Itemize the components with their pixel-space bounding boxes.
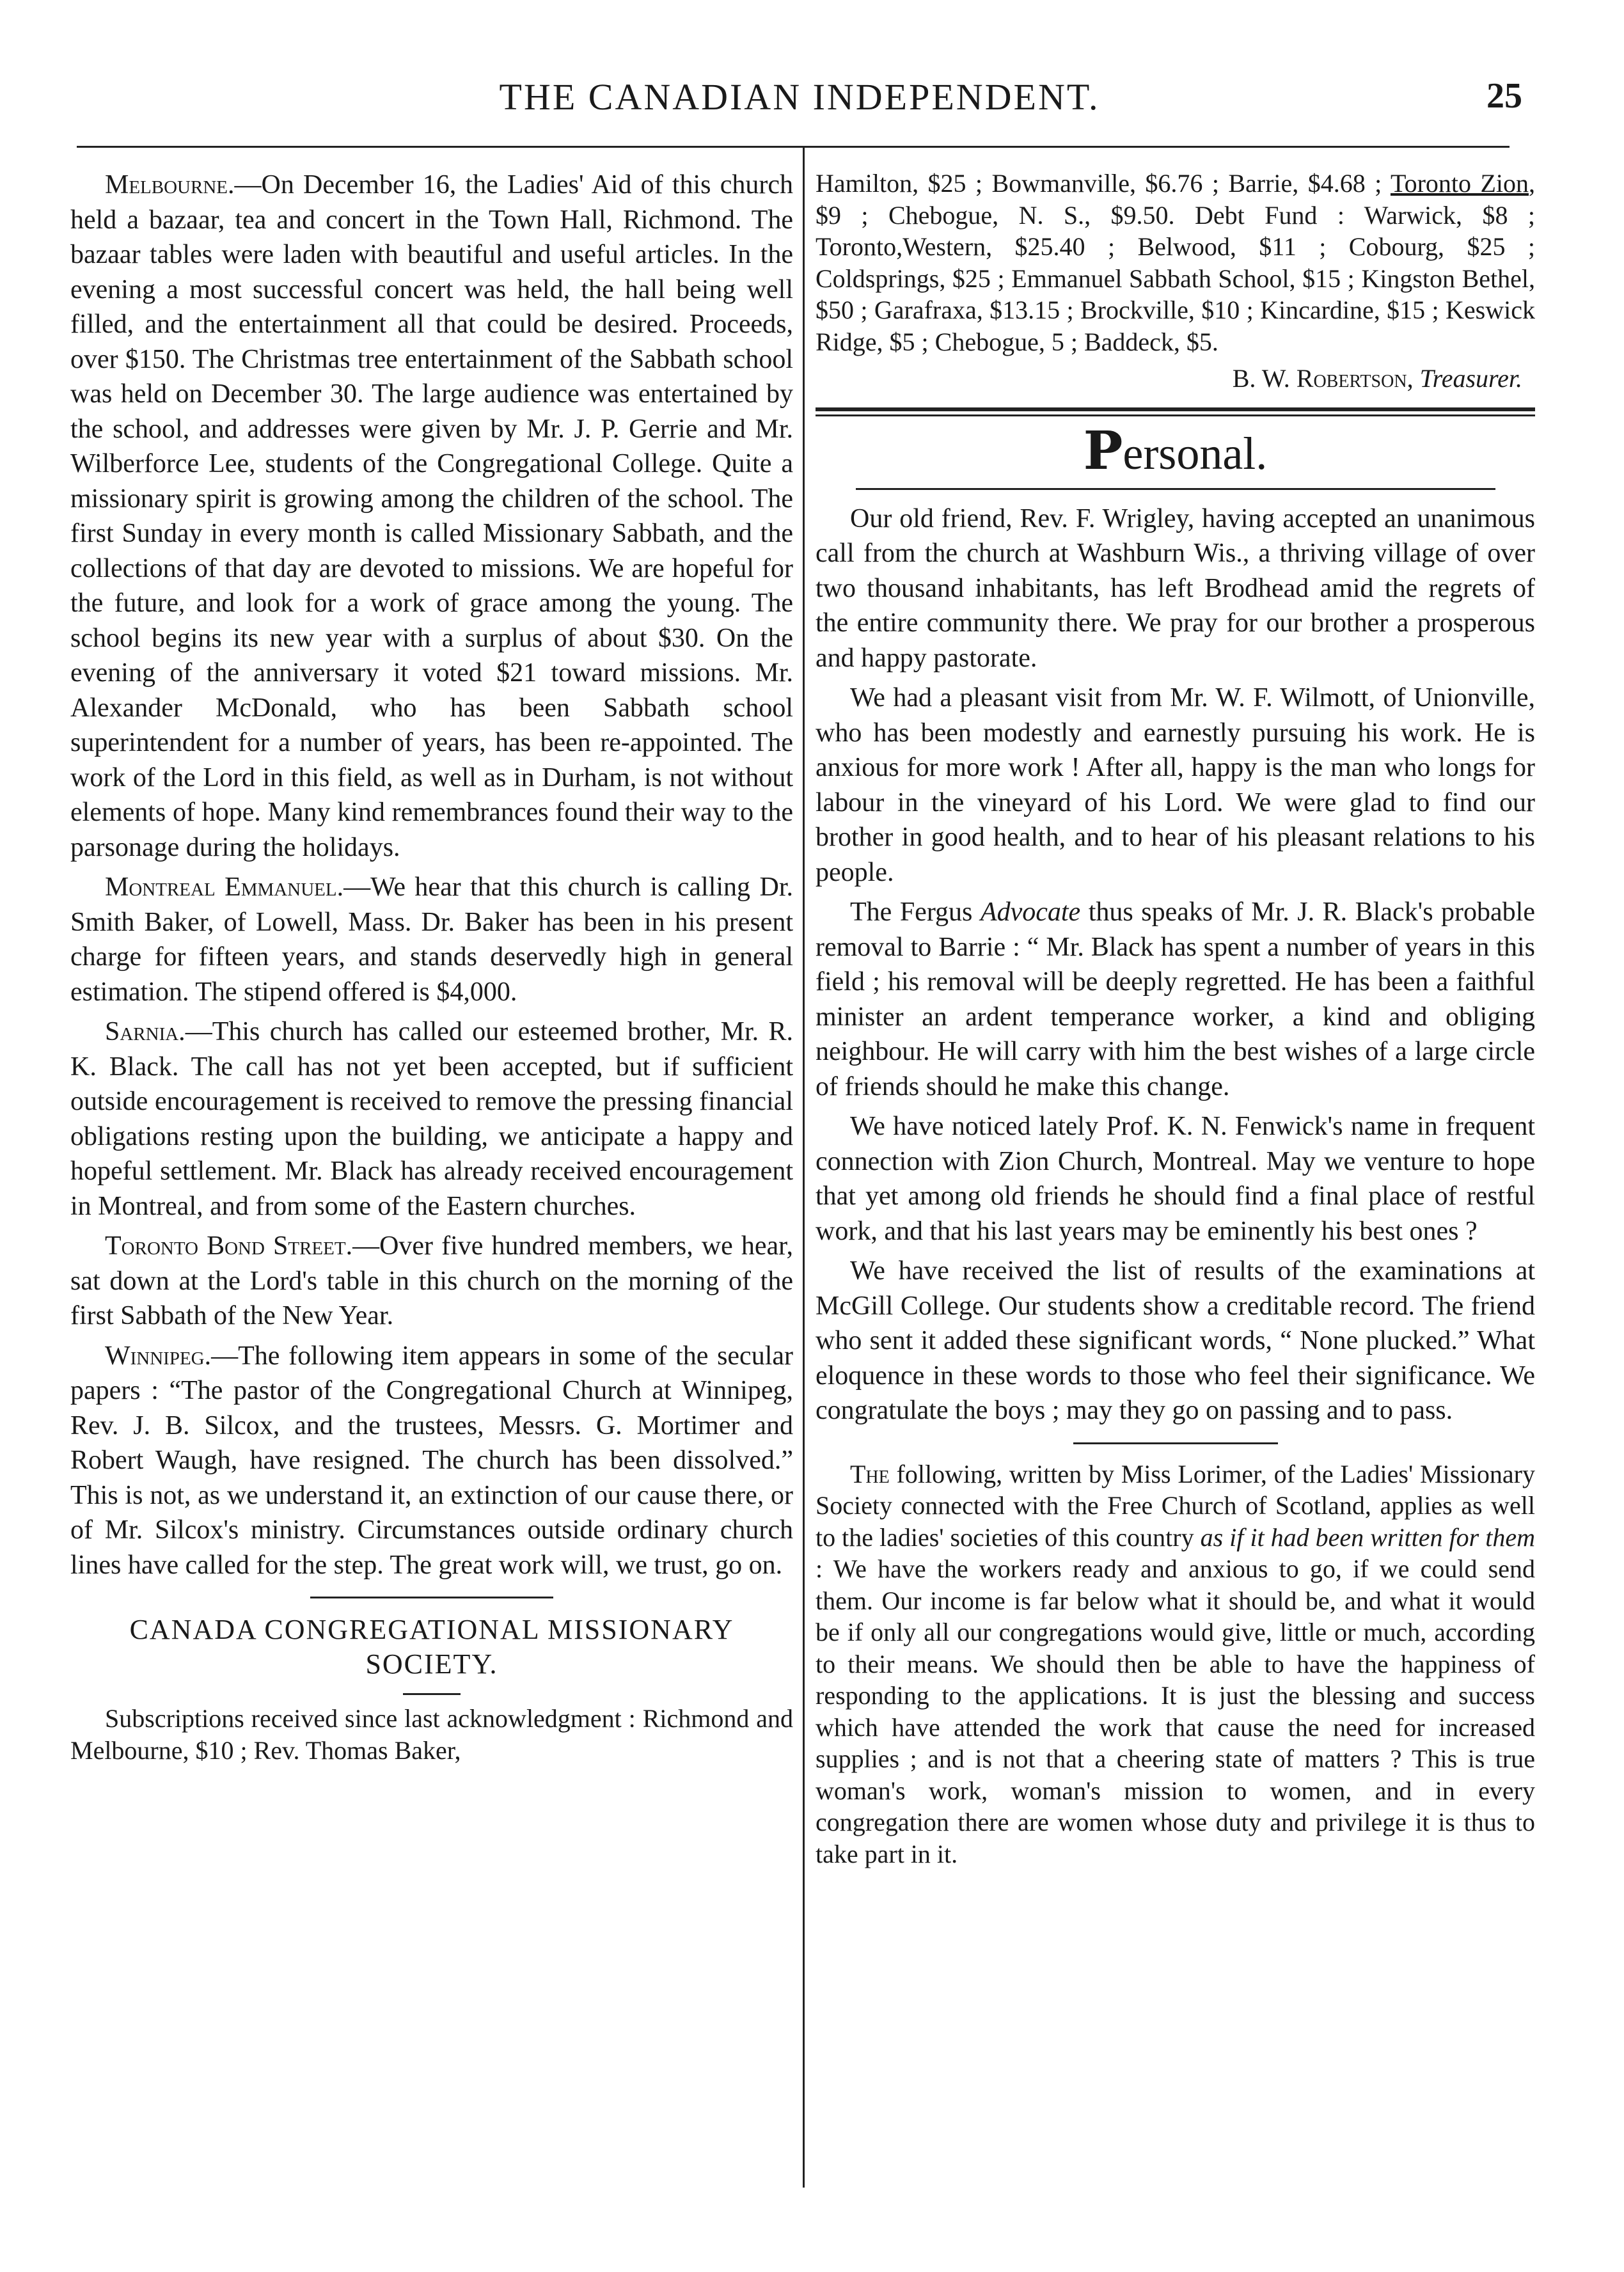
subscriptions-underlined: Toronto Zion <box>1390 169 1529 198</box>
treasurer-name: B. W. Robertson, <box>1232 364 1414 393</box>
personal-heading <box>816 420 1535 482</box>
subscriptions-text: Subscriptions received since last acknowledgment : Richmond and Melbourne, $10 ; Rev. Thomas Baker, <box>70 1704 793 1765</box>
subscriptions-continued <box>816 168 1535 358</box>
toronto-item <box>70 1229 793 1334</box>
melbourne-lead: Melbourne. <box>105 170 235 200</box>
lorimer-part-b: : We have the workers ready and anxious to go, if we could send them. Our income is far below what it should be, and what it would be if only all our congregations would give, little or much, according to their means. We should then be able to have the happiness of responding to the applications. It is just the blessing and success which have attended the work that cause the need for increased supplies ; and is not that a cheering state of matters ? This is true woman's work, woman's mission to women, and in every congregation there are women whose duty and privilege it is thus to take part in it. <box>816 1554 1535 1868</box>
society-heading: CANADA CONGREGATIONAL MISSIONARY SOCIETY. <box>129 1614 734 1680</box>
sarnia-item <box>70 1014 793 1224</box>
fergus-part-a: The Fergus <box>850 897 981 927</box>
lorimer-item <box>816 1458 1535 1870</box>
page-number: 25 <box>1486 76 1522 116</box>
personal-wilmott: We had a pleasant visit from Mr. W. F. Wilmott, of Unionville, who has been modestly and earnestly pursuing his work. He is anxious for more work ! After all, happy is the man who longs for labour in the vineyard of his Lord. We were glad to find our brother in good health, and to hear of his pleasant relations to his people. <box>816 683 1535 887</box>
personal-fenwick: We have noticed lately Prof. K. N. Fenwick's name in frequent connection with Zion Church, Montreal. May we venture to hope that yet among old friends he should find a final place of restful work, and that his last years may be eminently his best ones ? <box>816 1112 1535 1246</box>
header-rule <box>77 146 1510 148</box>
treasurer-signature <box>816 363 1522 395</box>
melbourne-text: —On December 16, the Ladies' Aid of this church held a bazaar, tea and concert in the Town Hall, Richmond. The bazaar tables were laden with beautiful and useful articles. In the evening a most successful concert was held, the hall being well filled, and the entertainment all that could be desired. Proceeds, over $150. The Christmas tree entertainment of the Sabbath school was held on December 30. The large audience was entertained by the school, and addresses were given by Mr. J. P. Gerrie and Mr. Wilberforce Lee, students of the Congregational College. Quite a missionary spirit is growing among the children of the school. The first Sunday in every month is called Missionary Sabbath, and the collections of that day are devoted to missions. We are hopeful for the future, and look for a work of grace among the young. The school begins its new year with a surplus of about $30. On the evening of the anniversary it voted $21 toward missions. Mr. Alexander McDonald, who has been Sabbath school superintendent for a number of years, has been re-appointed. The work of the Lord in this field, as well as in Durham, is not without elements of hope. Many kind remembrances found their way to the parsonage during the holidays. <box>70 170 793 862</box>
montreal-text: —We hear that this church is calling Dr. Smith Baker, of Lowell, Mass. Dr. Baker has been in his present charge for fifteen years, and stands deservedly high in general estimation. The stipend offered is $4,000. <box>70 872 793 1007</box>
personal-heading-rest: ersonal. <box>1123 427 1268 479</box>
page-header <box>77 75 1522 127</box>
personal-mcgill: We have received the list of results of the examinations at McGill College. Our students show a creditable record. The friend who sent it added these significant words, “ None plucked.” What eloquence in these words to those who feel their significance. We congratulate the boys ; may they go on passing and to pass. <box>816 1256 1535 1425</box>
lorimer-lead: The <box>850 1459 890 1488</box>
journal-title: THE CANADIAN INDEPENDENT. <box>499 76 1100 118</box>
toronto-lead: Toronto Bond Street. <box>105 1231 353 1261</box>
subscriptions-part-1: Hamilton, $25 ; Bowmanville, $6.76 ; Barrie, $4.68 ; <box>816 169 1391 198</box>
left-column <box>70 168 793 1771</box>
personal-wrigley: Our old friend, Rev. F. Wrigley, having accepted an unanimous call from the church at Washburn Wis., a thriving village of over two thousand inhabitants, has left Brodhead amid the regrets of the entire community there. We pray for our brother a prosperous and happy pastorate. <box>816 503 1535 673</box>
montreal-item <box>70 870 793 1009</box>
sarnia-text: —This church has called our esteemed brother, Mr. R. K. Black. The call has not yet been accepted, but if sufficient outside encouragement is received to remove the pressing financial obligations resting upon the building, we anticipate a happy and hopeful settlement. Mr. Black has already received encouragement in Montreal, and from some of the Eastern churches. <box>70 1017 793 1221</box>
right-column <box>816 168 1535 1875</box>
short-rule <box>403 1693 461 1695</box>
sarnia-lead: Sarnia. <box>105 1017 185 1046</box>
column-divider <box>803 147 805 2188</box>
winnipeg-lead: Winnipeg. <box>105 1341 212 1371</box>
treasurer-title: Treasurer. <box>1419 364 1522 393</box>
fergus-advocate: Advocate <box>980 897 1081 927</box>
toronto-text: —Over five hundred members, we hear, sat down at the Lord's table in this church on the morning of the first Sabbath of the New Year. <box>70 1231 793 1330</box>
section-rule <box>310 1597 553 1598</box>
personal-rule <box>856 488 1495 490</box>
subscriptions-part-2: , $9 ; Chebogue, N. S., $9.50. Debt Fund : Warwick, $8 ; Toronto,Western, $25.40 ; Belwood, $11 ; Cobourg, $25 ; Coldsprings, $25 ; Emmanuel Sabbath School, $15 ; Kingston Bethel, $50 ; Garafraxa, $13.15 ; Brockville, $10 ; Kincardine, $15 ; Keswick Ridge, $5 ; Chebogue, 5 ; Baddeck, $5. <box>816 169 1535 356</box>
winnipeg-item <box>70 1339 793 1583</box>
melbourne-item <box>70 168 793 865</box>
lorimer-emphasis: as if it had been written for them <box>1200 1522 1535 1552</box>
lorimer-rule <box>1073 1442 1278 1444</box>
personal-fergus <box>816 895 1535 1104</box>
fergus-part-b: thus speaks of Mr. J. R. Black's probable removal to Barrie : “ Mr. Black has spent a number of years in this field ; his removal will be deeply regretted. He has been a faithful minister an ardent temperance worker, a kind and obliging neighbour. He will carry with him the best wishes of a large circle of friends should he make this change. <box>816 897 1535 1101</box>
winnipeg-text: —The following item appears in some of the secular papers : “The pastor of the Congregational Church at Winnipeg, Rev. J. B. Silcox, and the trustees, Messrs. G. Mortimer and Robert Waugh, have resigned. The church has been dissolved.” This is not, as we understand it, an extinction of our cause there, or of Mr. Silcox's ministry. Circumstances outside ordinary church lines have called for the step. The great work will, we trust, go on. <box>70 1341 793 1580</box>
montreal-lead: Montreal Emmanuel. <box>105 872 344 902</box>
double-rule <box>816 407 1535 416</box>
personal-initial: P <box>1083 420 1123 482</box>
lorimer-part-a: following, written by Miss Lorimer, of the Ladies' Missionary Society connected with the Free Church of Scotland, applies as well to the ladies' societies of this country <box>816 1459 1535 1552</box>
